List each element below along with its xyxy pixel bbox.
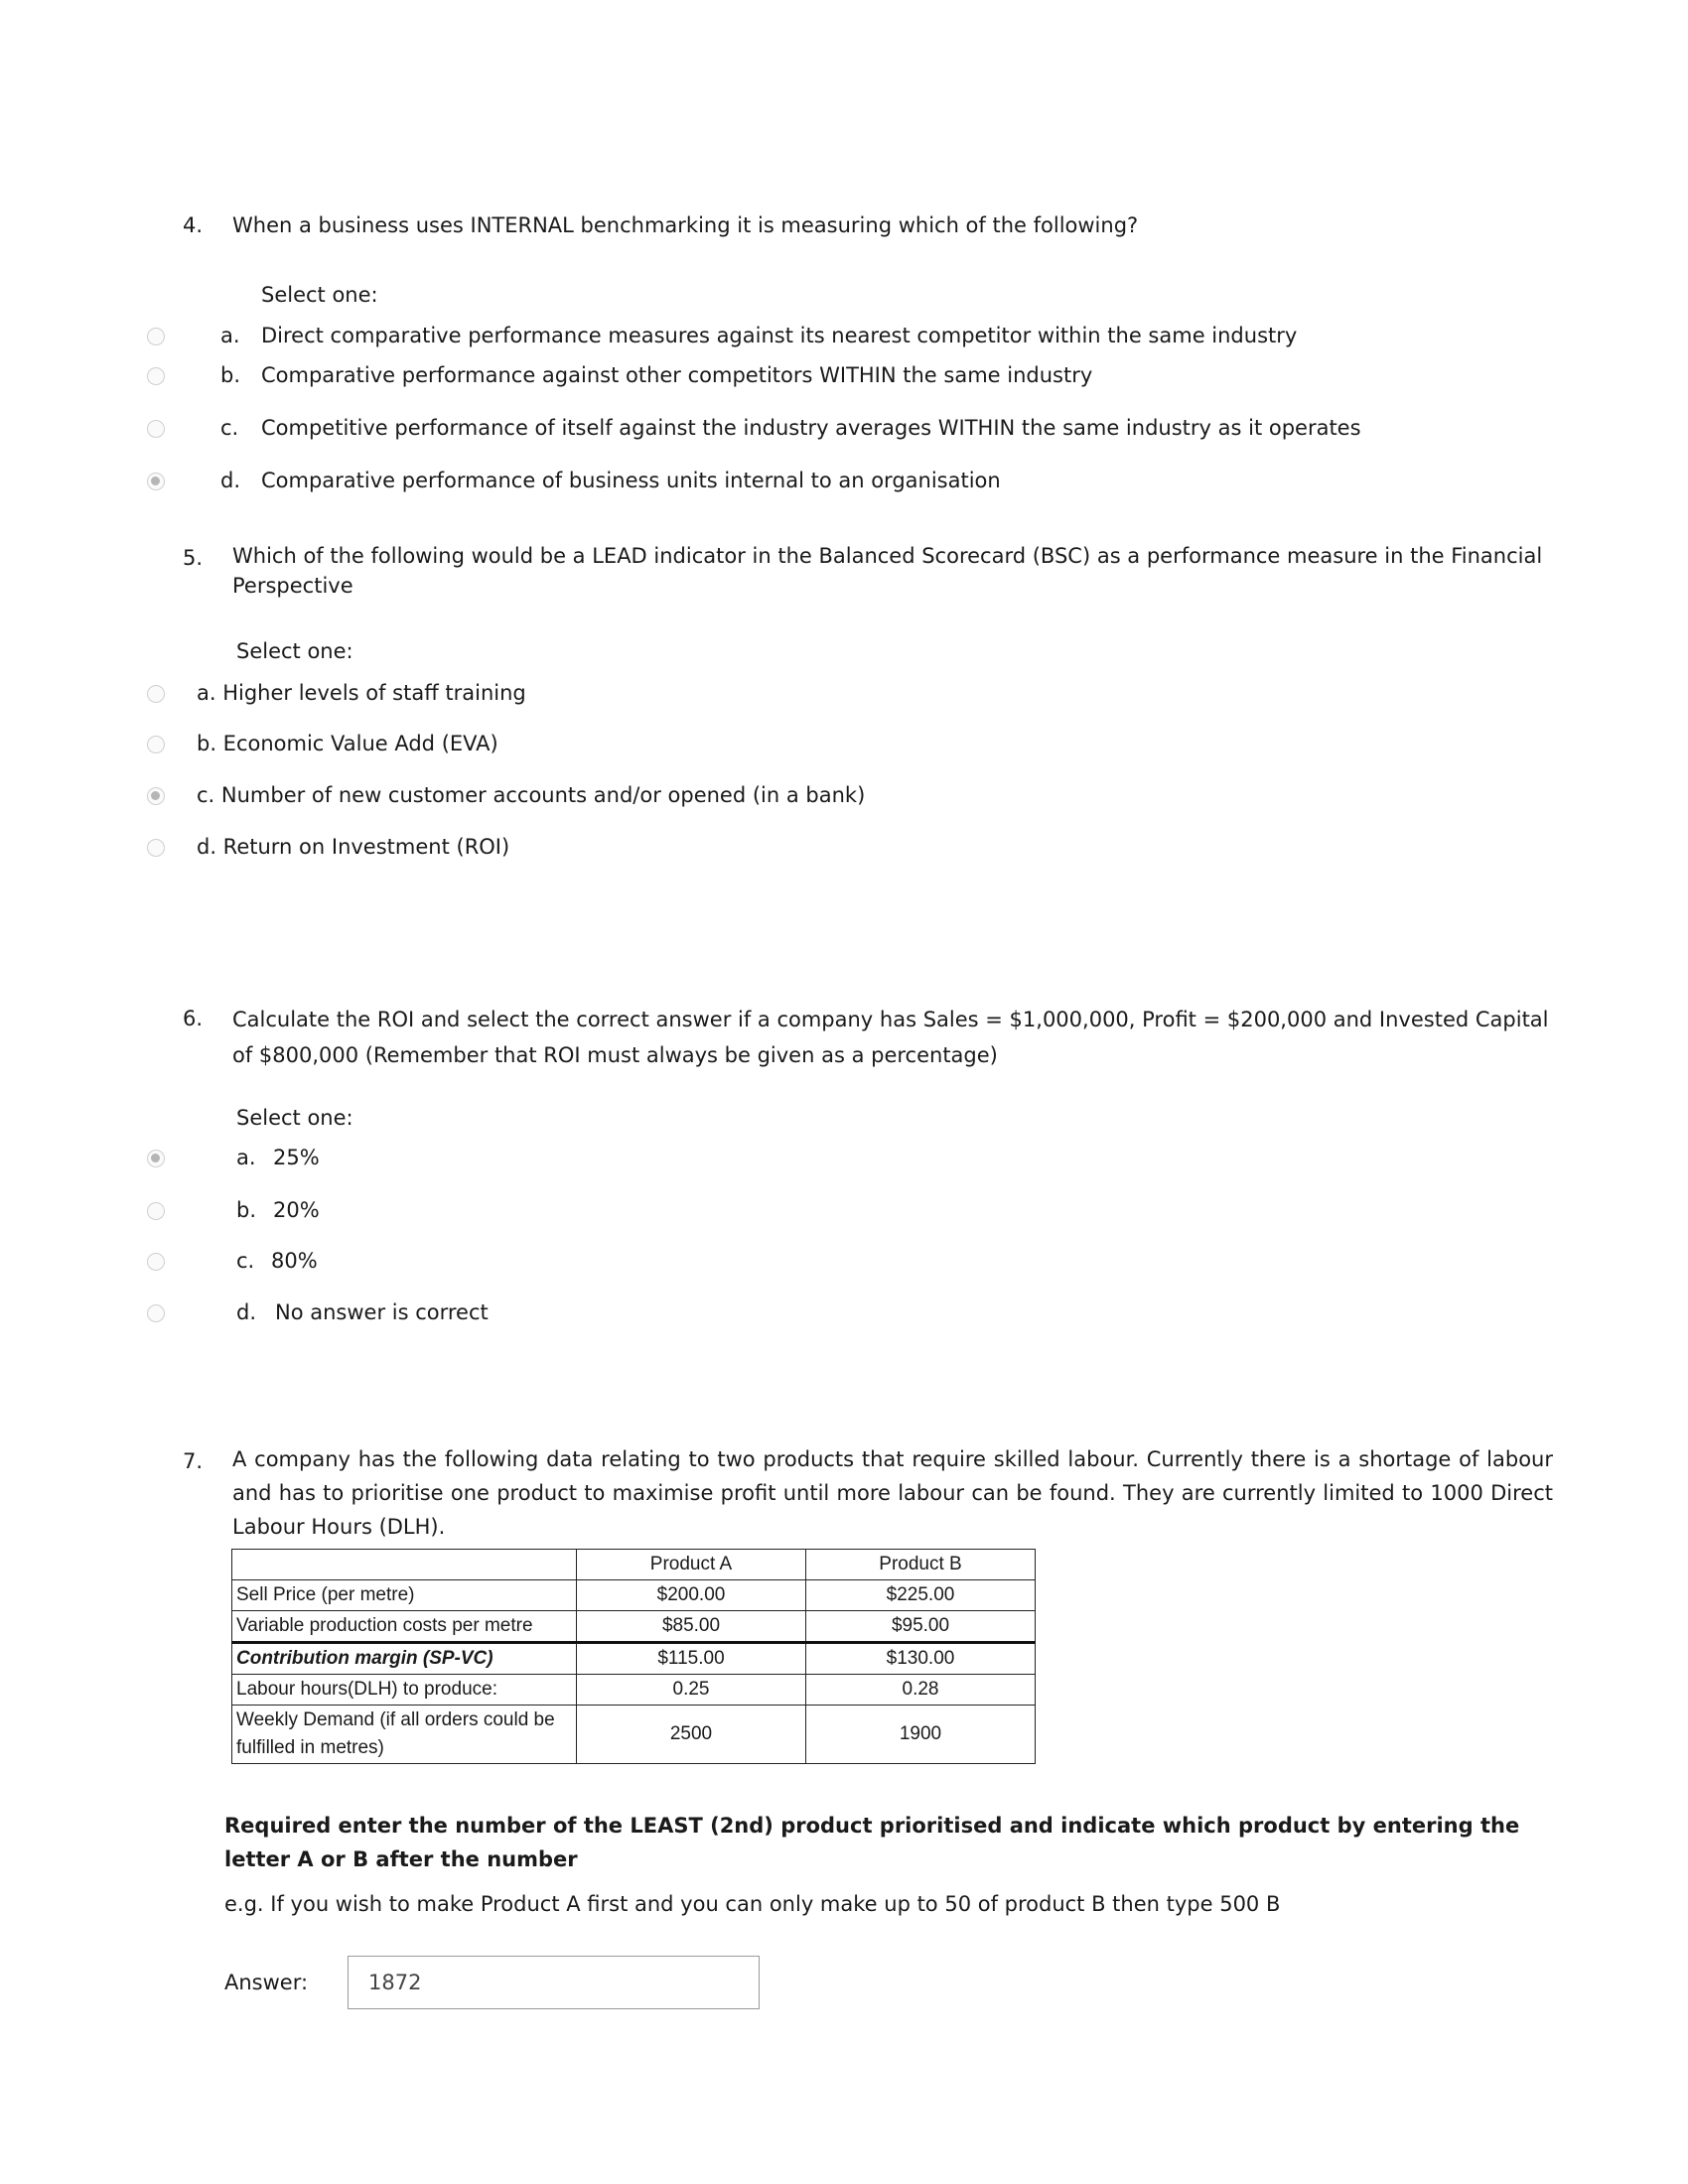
- q6-option-d-text[interactable]: No answer is correct: [275, 1300, 489, 1324]
- q6-option-a-letter: a.: [236, 1146, 256, 1169]
- q7-number: 7.: [183, 1449, 204, 1473]
- table-cell-product-a: $85.00: [577, 1611, 806, 1643]
- table-row: [232, 1675, 1036, 1706]
- q6-option-b-radio[interactable]: [147, 1202, 165, 1220]
- q4-question-text: When a business uses INTERNAL benchmarking it is measuring which of the following?: [232, 213, 1139, 237]
- q4-option-a-letter: a.: [220, 324, 240, 347]
- table-cell-product-a: $115.00: [577, 1643, 806, 1675]
- q4-option-d-text[interactable]: Comparative performance of business units internal to an organisation: [261, 469, 1001, 492]
- q6-select-label: Select one:: [236, 1106, 353, 1130]
- q4-option-c-letter: c.: [220, 416, 239, 440]
- q6-option-a-text[interactable]: 25%: [273, 1146, 320, 1169]
- q5-option-a-radio[interactable]: [147, 685, 165, 703]
- table-cell-product-b: 1900: [806, 1706, 1036, 1764]
- table-row-label: Variable production costs per metre: [232, 1611, 577, 1643]
- q6-option-b-letter: b.: [236, 1198, 257, 1222]
- q5-select-label: Select one:: [236, 639, 353, 663]
- table-row-label: Contribution margin (SP-VC): [232, 1643, 577, 1675]
- table-row-label: Sell Price (per metre): [232, 1580, 577, 1611]
- q6-option-c-text[interactable]: 80%: [271, 1249, 318, 1273]
- q5-option-d-radio[interactable]: [147, 839, 165, 857]
- q5-option-c-radio[interactable]: [147, 787, 165, 805]
- q4-option-d-radio[interactable]: [147, 473, 165, 490]
- table-header-product-b: Product B: [806, 1550, 1036, 1580]
- q6-option-d-radio[interactable]: [147, 1304, 165, 1322]
- q5-option-d-text[interactable]: d. Return on Investment (ROI): [197, 835, 510, 859]
- table-cell-product-a: $200.00: [577, 1580, 806, 1611]
- table-cell-product-b: $225.00: [806, 1580, 1036, 1611]
- q4-option-b-text[interactable]: Comparative performance against other competitors WITHIN the same industry: [261, 363, 1093, 387]
- table-cell-product-a: 0.25: [577, 1675, 806, 1706]
- q7-question-text: A company has the following data relating to two products that require skilled labour. Currently there is a shortage of labour and has to prioritise one product to maximise profit until more labour can be found. They are currently limited to 1000 Direct Labour Hours (DLH).: [232, 1447, 1553, 1539]
- q4-option-c-text[interactable]: Competitive performance of itself against the industry averages WITHIN the same industry as it operates: [261, 416, 1361, 440]
- table-cell-product-b: $95.00: [806, 1611, 1036, 1643]
- q6-option-a-radio[interactable]: [147, 1150, 165, 1167]
- table-row: [232, 1580, 1036, 1611]
- q5-option-c-text[interactable]: c. Number of new customer accounts and/or opened (in a bank): [197, 783, 866, 807]
- answer-input[interactable]: [348, 1956, 760, 2009]
- q4-option-c-radio[interactable]: [147, 420, 165, 438]
- table-cell-product-b: $130.00: [806, 1643, 1036, 1675]
- q6-option-b-text[interactable]: 20%: [273, 1198, 320, 1222]
- q4-select-label: Select one:: [261, 283, 378, 307]
- q7-example-text: e.g. If you wish to make Product A first and you can only make up to 50 of product B then type 500 B: [224, 1892, 1281, 1916]
- q5-option-a-text[interactable]: a. Higher levels of staff training: [197, 681, 526, 705]
- table-cell-product-b: 0.28: [806, 1675, 1036, 1706]
- q4-option-b-radio[interactable]: [147, 367, 165, 385]
- q5-option-b-radio[interactable]: [147, 736, 165, 753]
- q6-number: 6.: [183, 1007, 204, 1030]
- q7-required-text: Required enter the number of the LEAST (2nd) product prioritised and indicate which product by entering the letter A or B after the number: [224, 1814, 1520, 1871]
- q4-option-a-radio[interactable]: [147, 328, 165, 345]
- table-header-blank: [232, 1550, 577, 1580]
- table-row: [232, 1706, 1036, 1764]
- q4-number: 4.: [183, 213, 204, 237]
- q5-option-b-text[interactable]: b. Economic Value Add (EVA): [197, 732, 498, 755]
- q6-option-d-letter: d.: [236, 1300, 257, 1324]
- table-header-row: [232, 1550, 1036, 1580]
- table-cell-product-a: 2500: [577, 1706, 806, 1764]
- table-row-label: Weekly Demand (if all orders could be fulfilled in metres): [232, 1706, 577, 1764]
- q4-option-d-letter: d.: [220, 469, 241, 492]
- product-data-table: [231, 1549, 1036, 1764]
- table-header-product-a: Product A: [577, 1550, 806, 1580]
- q5-question-text: Which of the following would be a LEAD indicator in the Balanced Scorecard (BSC) as a performance measure in the Financial Perspective: [232, 544, 1543, 598]
- table-row-label: Labour hours(DLH) to produce:: [232, 1675, 577, 1706]
- q6-question-text: Calculate the ROI and select the correct answer if a company has Sales = $1,000,000, Profit = $200,000 and Invested Capital of $800,000 (Remember that ROI must always be given as a percentage): [232, 1008, 1549, 1067]
- q6-option-c-radio[interactable]: [147, 1253, 165, 1271]
- table-row: [232, 1643, 1036, 1675]
- table-row: [232, 1611, 1036, 1643]
- q6-option-c-letter: c.: [236, 1249, 255, 1273]
- q5-number: 5.: [183, 546, 204, 570]
- q4-option-b-letter: b.: [220, 363, 241, 387]
- q4-option-a-text[interactable]: Direct comparative performance measures against its nearest competitor within the same industry: [261, 324, 1298, 347]
- answer-label: Answer:: [224, 1971, 309, 1994]
